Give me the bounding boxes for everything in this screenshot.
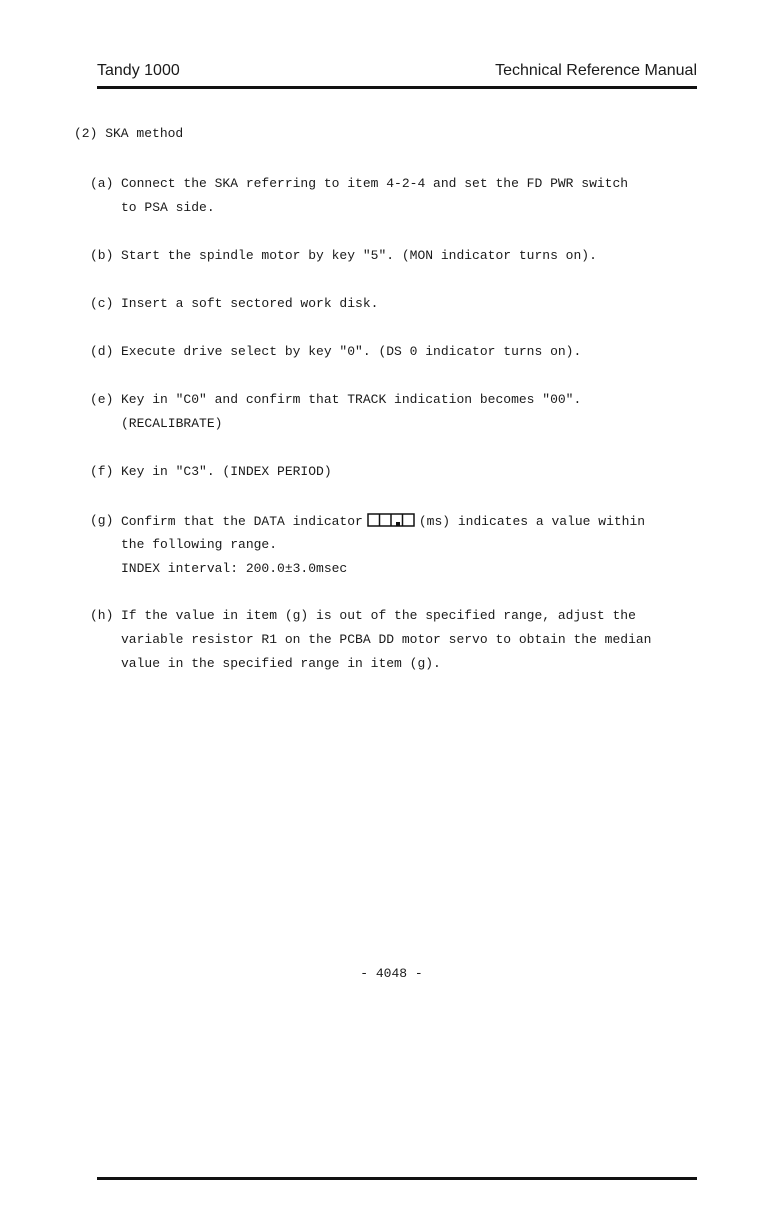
item-g-line-3: INDEX interval: 200.0±3.0msec xyxy=(121,561,348,576)
item-label-e: (e) xyxy=(90,392,114,407)
item-h-line-3: value in the specified range in item (g). xyxy=(121,656,441,671)
data-indicator-icon xyxy=(367,513,415,527)
item-g-text-before: Confirm that the DATA indicator xyxy=(121,514,363,529)
footer-rule xyxy=(97,1177,697,1180)
item-h-line-1: If the value in item (g) is out of the specified range, adjust the xyxy=(121,608,636,623)
item-g-line-1 xyxy=(121,513,645,529)
item-label-f: (f) xyxy=(90,464,114,479)
item-label-d: (d) xyxy=(90,344,114,359)
item-e-line-1: Key in "C0" and confirm that TRACK indication becomes "00". xyxy=(121,392,582,407)
page-number: - 4048 - xyxy=(360,966,423,981)
item-label-g: (g) xyxy=(90,513,114,528)
item-a-line-1: Connect the SKA referring to item 4-2-4 and set the FD PWR switch xyxy=(121,176,629,191)
item-g-text-after: (ms) indicates a value within xyxy=(418,514,646,529)
header-rule xyxy=(97,86,697,89)
item-h-line-2: variable resistor R1 on the PCBA DD motor servo to obtain the median xyxy=(121,632,652,647)
item-f-line-1: Key in "C3". (INDEX PERIOD) xyxy=(121,464,332,479)
item-label-b: (b) xyxy=(90,248,114,263)
item-label-c: (c) xyxy=(90,296,114,311)
header-title-left: Tandy 1000 xyxy=(97,62,180,79)
item-b-line-1: Start the spindle motor by key "5". (MON indicator turns on). xyxy=(121,248,597,263)
item-label-a: (a) xyxy=(90,176,114,191)
item-a-line-2: to PSA side. xyxy=(121,200,215,215)
item-label-h: (h) xyxy=(90,608,114,623)
section-title: (2) SKA method xyxy=(74,126,184,141)
item-c-line-1: Insert a soft sectored work disk. xyxy=(121,296,379,311)
item-e-line-2: (RECALIBRATE) xyxy=(121,416,223,431)
header-title-right: Technical Reference Manual xyxy=(495,62,697,79)
item-d-line-1: Execute drive select by key "0". (DS 0 indicator turns on). xyxy=(121,344,582,359)
item-g-line-2: the following range. xyxy=(121,537,278,552)
